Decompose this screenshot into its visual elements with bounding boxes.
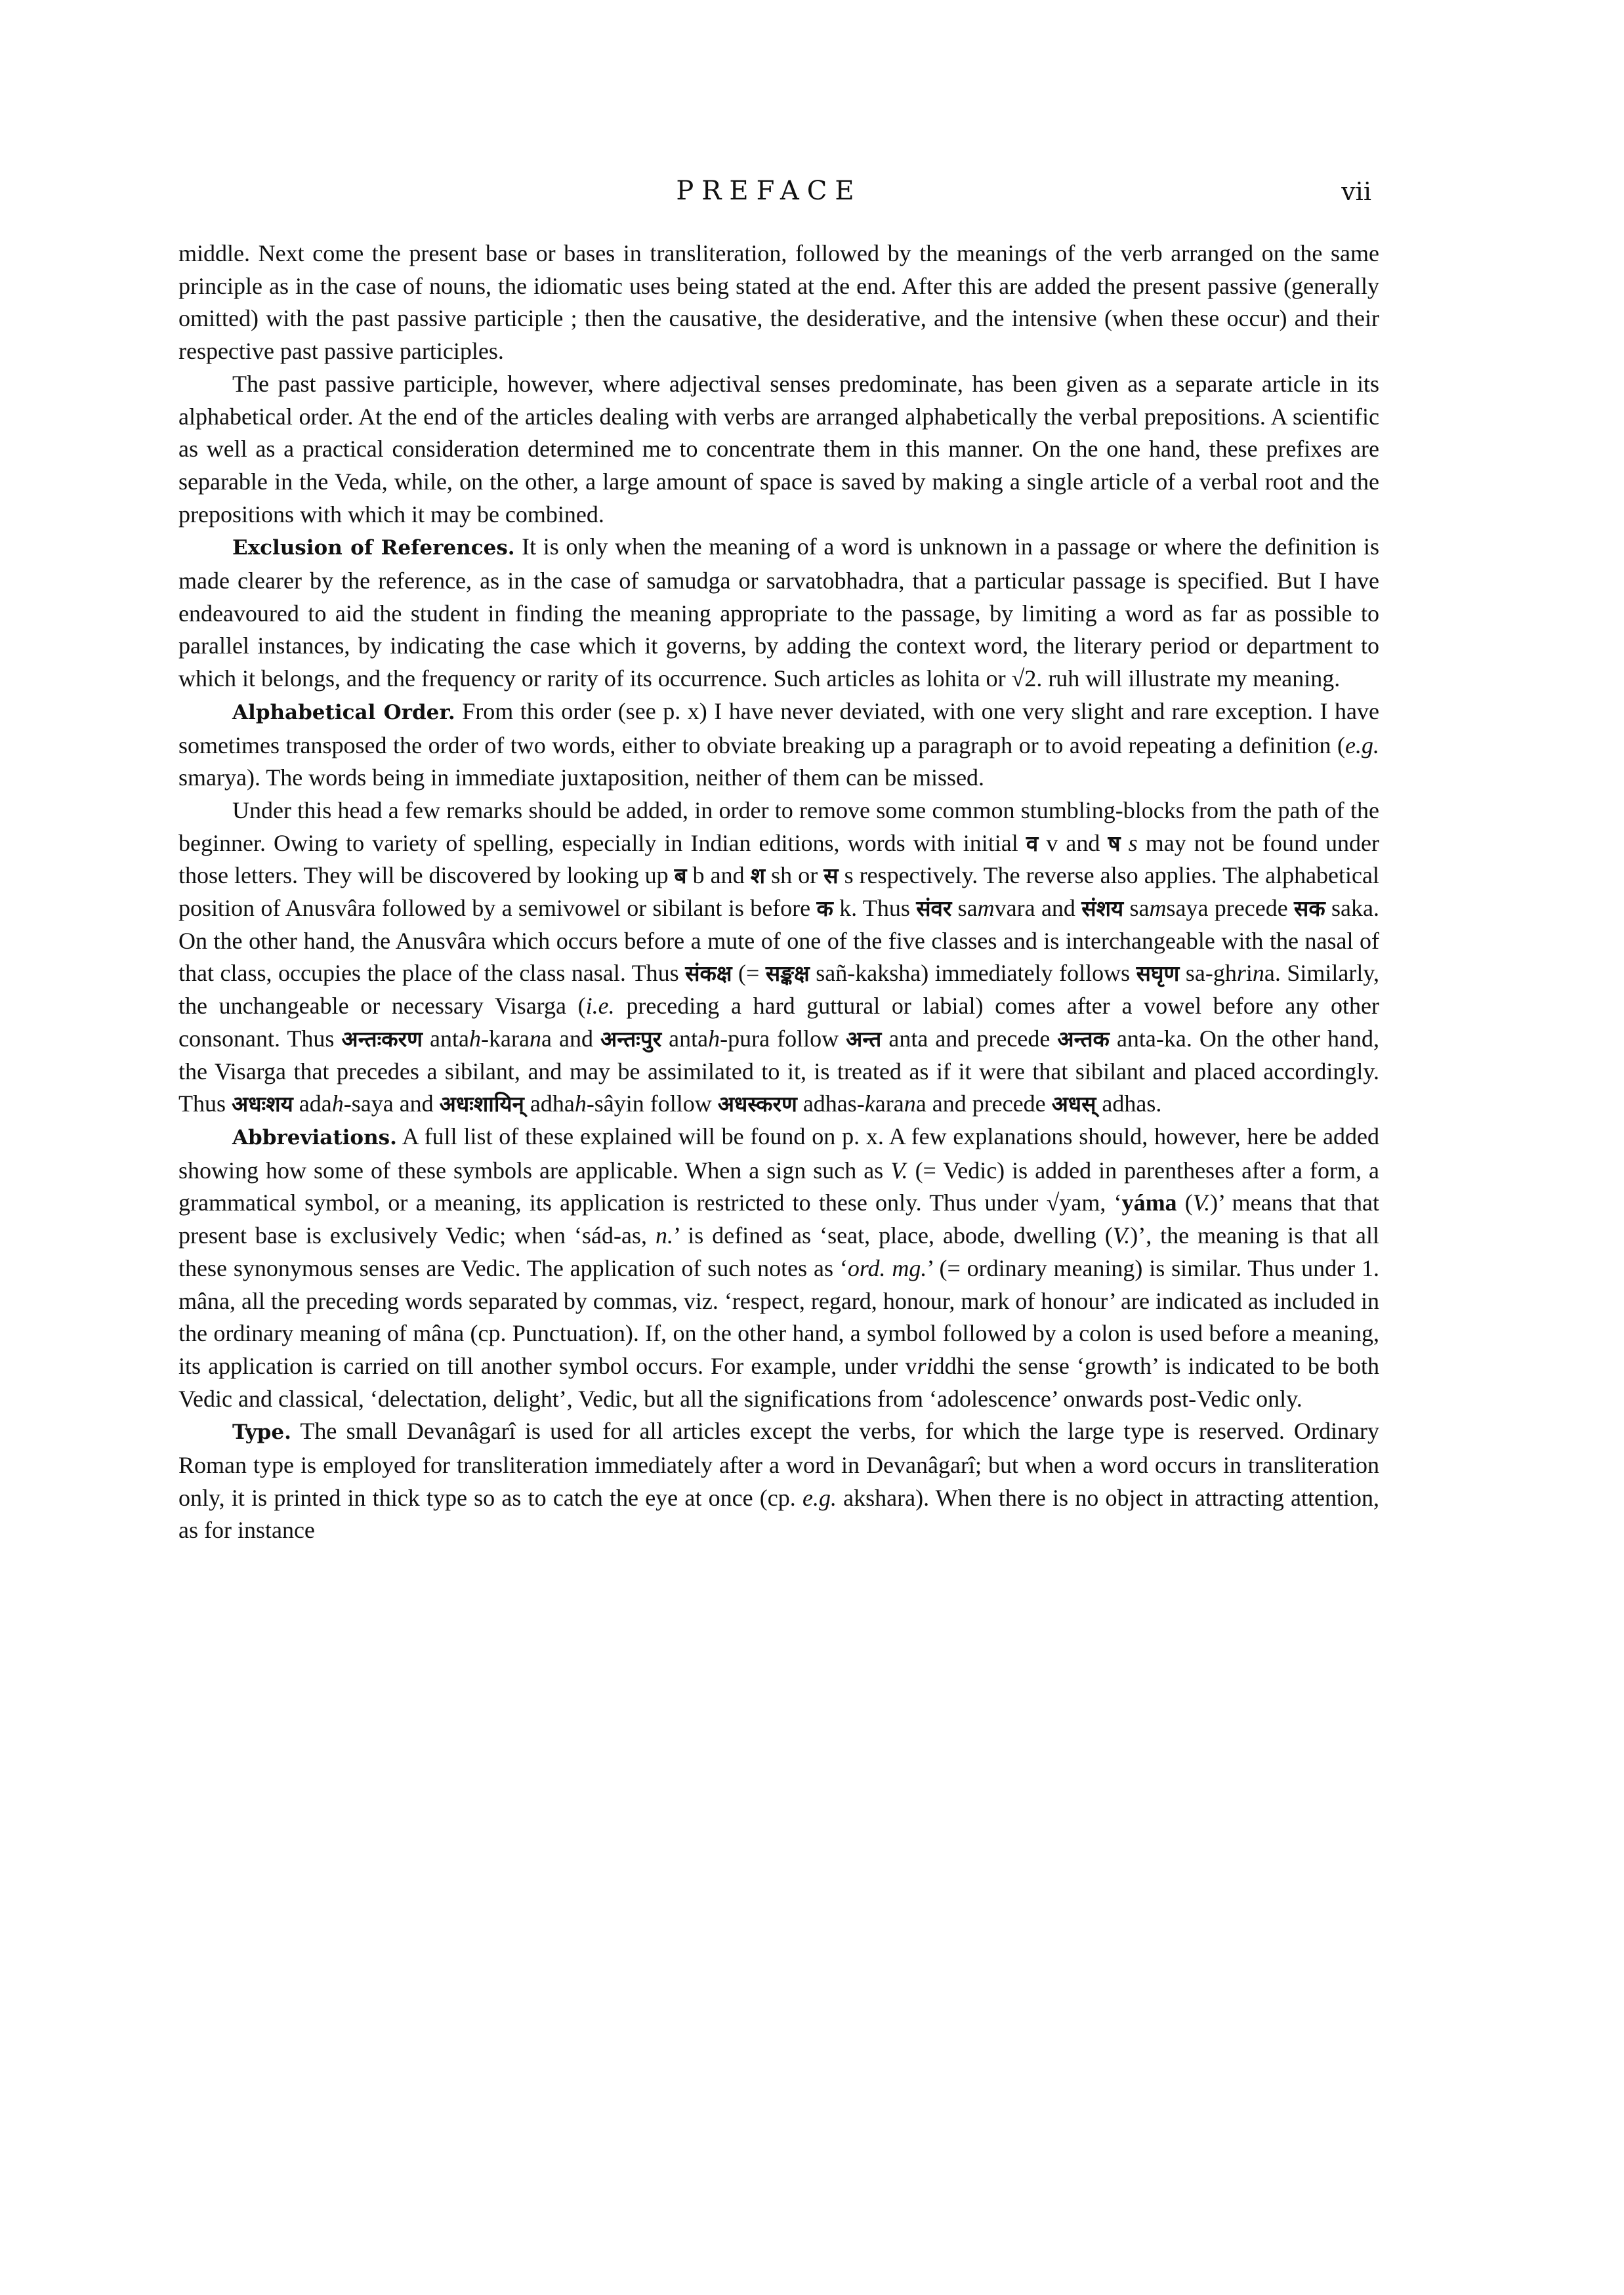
devanagari-word: अन्तःपुर	[600, 1025, 662, 1052]
text-run: From this order (see p. x) I have never deviated, with one very slight and rare exception. I have sometimes transposed the order of two words, either to obviate breaking up a paragraph or to avoid repeating a definition (	[178, 697, 1379, 758]
text-run: )’ means that that present base is exclusively Vedic; when ‘sád-as,	[178, 1189, 1379, 1249]
text-run: akshara). When there is no object in attracting attention, as for instance	[178, 1484, 1380, 1544]
page-number: vii	[1341, 177, 1371, 206]
devanagari-word: अन्तक	[1057, 1025, 1110, 1052]
devanagari-word: क	[816, 896, 833, 922]
text-run: sa	[1123, 895, 1150, 922]
devanagari-word: अधःशय	[232, 1091, 293, 1117]
text-run: ddhi the sense ‘growth’ is indicated to be both Vedic and classical, ‘delectation, delight’, Vedic, but all the significations from ‘adolescence’ onwards post-Vedic only.	[178, 1352, 1379, 1412]
text-run: ada	[293, 1090, 332, 1117]
text-run: e.g.	[1345, 732, 1379, 758]
devanagari-word: संकक्ष	[685, 961, 732, 987]
text-run: preceding a hard guttural or labial) comes after a vowel before any other consonant. Thus	[178, 993, 1380, 1052]
text-run: e.g.	[802, 1484, 837, 1511]
text-run: (	[1176, 1189, 1193, 1216]
text-run: h	[574, 1090, 587, 1117]
paragraph-continuation	[178, 238, 1379, 368]
text-run: adha	[524, 1090, 575, 1117]
paragraph-abbreviations	[178, 1121, 1379, 1415]
text-run: may not be found under those letters. They will be discovered by looking up	[178, 829, 1379, 889]
text-run: adhas-	[797, 1090, 865, 1117]
devanagari-word: अधस्	[1051, 1091, 1096, 1117]
text-run: -saya and	[343, 1090, 440, 1117]
text-run: b and	[686, 862, 751, 889]
devanagari-word: ब	[674, 863, 687, 889]
devanagari-word: संशय	[1081, 896, 1124, 922]
text-run: anta	[422, 1025, 469, 1052]
text-run: V.	[1112, 1222, 1131, 1249]
text-run: i	[1245, 960, 1253, 987]
devanagari-word: संवर	[916, 896, 952, 922]
text-run	[1121, 830, 1129, 856]
text-run: a and precede	[915, 1090, 1052, 1117]
text-run: sañ-kaksha) immediately follows	[809, 960, 1136, 987]
text-run: saka. On the other hand, the Anusvâra which occurs before a mute of one of the five classes and is interchangeable with the nasal of that class, occupies the place of the class nasal. Thus	[178, 895, 1379, 987]
text-run: anta	[661, 1025, 709, 1052]
text-run: k	[864, 1090, 875, 1117]
devanagari-word: अधस्करण	[717, 1091, 797, 1117]
paragraph-type	[178, 1415, 1379, 1547]
text-run: sh or	[765, 862, 824, 889]
text-run: ’ (= ordinary meaning) is similar. Thus under 1. mâna, all the preceding words separated by commas, viz. ‘respect, regard, honour, mark of honour’ are indicated as included in the ordinary meaning of mâna (cp. Punctuation). If, on the other hand, a symbol followed by a colon is used before a meaning, its application is carried on till another symbol occurs. For example, under v	[178, 1254, 1379, 1379]
text-run: a. Similarly, the unchangeable or necessary Visarga (	[178, 960, 1380, 1020]
text-run: r	[1236, 960, 1246, 987]
devanagari-word: सघृण	[1136, 961, 1180, 987]
text-run: m	[1149, 895, 1167, 922]
text-run: vara and	[994, 895, 1082, 922]
text-run: n	[529, 1025, 541, 1052]
section-heading: Type.	[232, 1420, 291, 1445]
text-run: s	[1128, 829, 1138, 856]
text-run: -pura follow	[720, 1025, 846, 1052]
text-run: h	[469, 1025, 481, 1052]
text-run: s respectively. The reverse also applies. The alphabetical position of Anusvâra followed by a semivowel or sibilant is before	[178, 862, 1379, 922]
paragraph-exclusion-of-references	[178, 531, 1379, 695]
text-run: sa-gh	[1179, 960, 1237, 987]
text-run: h	[331, 1090, 344, 1117]
text-run: The small Devanâgarî is used for all articles except the verbs, for which the large type is reserved. Ordinary Roman type is employed for transliteration immediately after a word in Devanâgarî; but when a word occurs in transliteration only, it is printed in thick type so as to catch the eye at once (cp.	[178, 1418, 1379, 1511]
text-run: yáma	[1121, 1189, 1177, 1216]
text-run: -sâyin follow	[586, 1090, 718, 1117]
devanagari-word: अन्त	[846, 1025, 882, 1052]
section-heading: Exclusion of References.	[232, 536, 515, 560]
text-run: ord. mg.	[847, 1254, 927, 1281]
text-run: a and	[541, 1025, 600, 1052]
text-run: saya precede	[1166, 895, 1295, 922]
text-run: anta-ka. On the other hand, the Visarga that precedes a sibilant, and may be assimilated to it, is treated as if it were that sibilant and placed accordingly. Thus	[178, 1025, 1379, 1117]
text-run: n.	[655, 1222, 673, 1249]
text-run: n	[904, 1090, 916, 1117]
text-run: sa	[951, 895, 978, 922]
section-heading: Alphabetical Order.	[232, 700, 455, 724]
text-run: i.e.	[585, 993, 615, 1020]
devanagari-word: स	[823, 863, 839, 889]
text-run: The past passive participle, however, where adjectival senses predominate, has been given as a separate article in its alphabetical order. At the end of the articles dealing with verbs are arranged alphabetically the verbal prepositions. A scientific as well as a practical consideration determined me to concentrate them in this manner. On the one hand, these prefixes are separable in the Veda, while, on the other, a large amount of space is saved by making a single article of a verbal root and the prepositions with which it may be combined.	[178, 370, 1379, 527]
text-run: A full list of these explained will be found on p. x. A few explanations should, however, here be added showing how some of these symbols are applicable. When a sign such as	[178, 1123, 1379, 1184]
paragraph-stumbling-blocks	[178, 795, 1379, 1121]
text-run: (= Vedic) is added in parentheses after a form, a grammatical symbol, or a meaning, its application is restricted to these only. Thus under √yam, ‘	[178, 1157, 1379, 1216]
text-run: h	[708, 1025, 720, 1052]
text-run: v and	[1038, 829, 1108, 856]
devanagari-word: अन्तःकरण	[341, 1025, 423, 1052]
text-run: -kara	[481, 1025, 530, 1052]
text-run: )’, the meaning is that all these synonymous senses are Vedic. The application of such notes as ‘	[178, 1222, 1379, 1281]
devanagari-word: श	[750, 863, 766, 889]
text-run: ara	[875, 1090, 904, 1117]
paragraph-alphabetical-order	[178, 695, 1379, 795]
devanagari-word: ष	[1108, 830, 1121, 856]
devanagari-word: सक	[1294, 896, 1325, 922]
running-title: PREFACE	[676, 176, 862, 206]
text-run: ’ is defined as ‘seat, place, abode, dwelling (	[673, 1222, 1113, 1249]
text-run: n	[1252, 960, 1264, 987]
devanagari-word: सङ्कक्ष	[765, 961, 810, 987]
devanagari-word: अधःशायिन्	[439, 1091, 524, 1117]
text-run: m	[977, 895, 995, 922]
text-run: adhas.	[1096, 1090, 1162, 1117]
devanagari-word: व	[1026, 830, 1039, 856]
text-run: (=	[732, 960, 766, 987]
text-run: It is only when the meaning of a word is unknown in a passage or where the definition is made clearer by the reference, as in the case of samudga or sarvatobhadra, that a particular passage is specified. But I have endeavoured to aid the student in finding the meaning appropriate to the passage, by limiting a word as far as possible to parallel instances, by indicating the case which it governs, by adding the context word, the literary period or department to which it belongs, and the frequency or rarity of its occurrence. Such articles as lohita or √2. ruh will illustrate my meaning.	[178, 533, 1380, 692]
section-heading: Abbreviations.	[232, 1125, 397, 1149]
text-run: Under this head a few remarks should be added, in order to remove some common stumbling-blocks from the path of the beginner. Owing to variety of spelling, especially in Indian editions, words with initial	[178, 796, 1379, 856]
text-run: smarya). The words being in immediate juxtaposition, neither of them can be missed.	[178, 764, 985, 791]
text-run: V.	[1192, 1189, 1211, 1216]
text-run: V.	[890, 1157, 908, 1184]
paragraph-past-passive	[178, 368, 1379, 531]
text-run: middle. Next come the present base or bases in transliteration, followed by the meanings of the verb arranged on the same principle as in the case of nouns, the idiomatic uses being stated at the end. After this are added the present passive (generally omitted) with the past passive participle ; then the causative, the desiderative, and the intensive (when these occur) and their respective past passive participles.	[178, 240, 1379, 365]
text-run: ri	[917, 1352, 933, 1379]
text-run: k. Thus	[833, 895, 917, 922]
text-run: anta and precede	[881, 1025, 1058, 1052]
page-header	[178, 176, 1371, 215]
body-text	[178, 238, 1379, 1547]
